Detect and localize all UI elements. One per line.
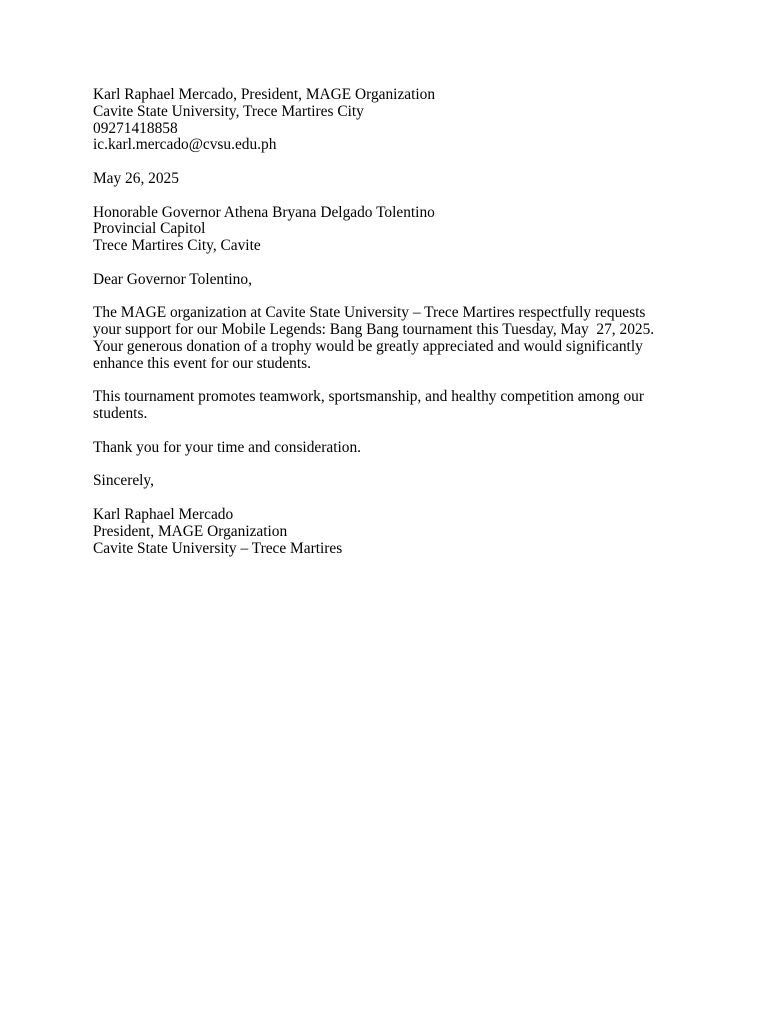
salutation-block [93,272,673,289]
recipient-block [93,205,673,255]
paragraph-line: The MAGE organization at Cavite State University – Trece Martires respectfully requests [93,304,646,322]
signature-block [93,507,673,557]
sender-email: ic.karl.mercado@cvsu.edu.ph [93,136,277,154]
body-paragraph-2 [93,389,673,423]
closing: Sincerely, [93,472,154,490]
body-paragraph-3 [93,440,673,457]
sender-institution: Cavite State University, Trece Martires City [93,102,364,120]
paragraph-line: your support for our Mobile Legends: Bang Bang tournament this Tuesday, May 27, 2025. [93,321,655,339]
paragraph-line: Thank you for your time and consideration. [93,438,361,456]
letter-body [93,87,673,574]
sender-phone: 09271418858 [93,119,178,137]
recipient-name: Honorable Governor Athena Bryana Delgado Tolentino [93,203,435,221]
date-block [93,171,673,188]
recipient-address: Trece Martires City, Cavite [93,237,261,255]
sender-block [93,87,673,154]
paragraph-line: students. [93,405,148,423]
sender-name-title: Karl Raphael Mercado, President, MAGE Organization [93,86,436,103]
signature-name: Karl Raphael Mercado [93,505,234,523]
salutation: Dear Governor Tolentino, [93,270,252,288]
letter-date: May 26, 2025 [93,169,179,187]
signature-institution: Cavite State University – Trece Martires [93,539,343,557]
paragraph-line: Your generous donation of a trophy would be greatly appreciated and would significantly [93,337,643,355]
paragraph-line: enhance this event for our students. [93,354,311,372]
body-paragraph-1 [93,305,673,372]
paragraph-line: This tournament promotes teamwork, sportsmanship, and healthy competition among our [93,388,644,406]
recipient-office: Provincial Capitol [93,220,206,238]
closing-block [93,473,673,490]
signature-title: President, MAGE Organization [93,522,288,540]
